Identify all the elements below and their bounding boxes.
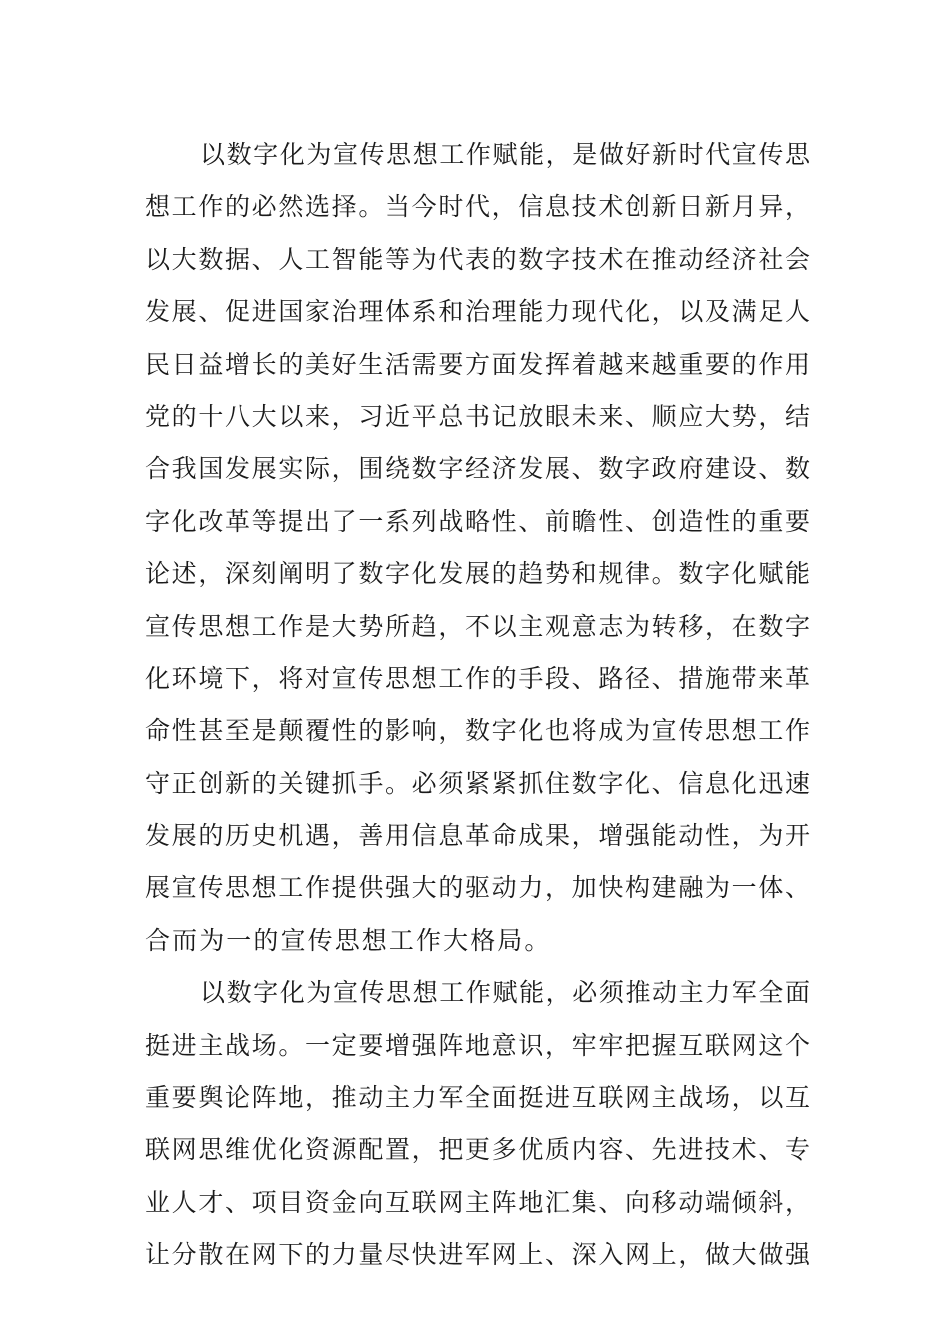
text-line: 以数字化为宣传思想工作赋能，必须推动主力军全面 <box>200 978 810 1008</box>
text-line: 发展的历史机遇，善用信息革命成果，增强能动性，为开 <box>145 821 810 851</box>
text-line: 党的十八大以来，习近平总书记放眼未来、顺应大势，结 <box>145 401 810 431</box>
text-line: 宣传思想工作是大势所趋，不以主观意志为转移，在数字 <box>145 611 810 641</box>
text-line: 合我国发展实际，围绕数字经济发展、数字政府建设、数 <box>145 454 810 484</box>
text-line: 业人才、项目资金向互联网主阵地汇集、向移动端倾斜， <box>145 1187 810 1217</box>
text-line: 守正创新的关键抓手。必须紧紧抓住数字化、信息化迅速 <box>145 768 810 798</box>
text-line: 以数字化为宣传思想工作赋能，是做好新时代宣传思 <box>200 140 810 169</box>
text-line: 重要舆论阵地，推动主力军全面挺进互联网主战场，以互 <box>145 1083 810 1113</box>
text-line: 发展、促进国家治理体系和治理能力现代化，以及满足人 <box>145 297 810 327</box>
text-line: 让分散在网下的力量尽快进军网上、深入网上，做大做强 <box>145 1240 810 1270</box>
text-line: 想工作的必然选择。当今时代，信息技术创新日新月异， <box>145 192 810 222</box>
text-line: 合而为一的宣传思想工作大格局。 <box>145 925 552 955</box>
text-line: 命性甚至是颠覆性的影响，数字化也将成为宣传思想工作 <box>145 716 810 746</box>
text-line: 民日益增长的美好生活需要方面发挥着越来越重要的作用 <box>145 349 810 379</box>
text-line: 挺进主战场。一定要增强阵地意识，牢牢把握互联网这个 <box>145 1030 810 1060</box>
text-line: 联网思维优化资源配置，把更多优质内容、先进技术、专 <box>145 1135 810 1165</box>
text-line: 论述，深刻阐明了数字化发展的趋势和规律。数字化赋能 <box>145 559 810 589</box>
paragraph-2 <box>145 967 810 1281</box>
document-body <box>145 129 810 1282</box>
text-line: 化环境下，将对宣传思想工作的手段、路径、措施带来革 <box>145 663 810 693</box>
text-line: 展宣传思想工作提供强大的驱动力，加快构建融为一体、 <box>145 873 810 903</box>
text-line: 以大数据、人工智能等为代表的数字技术在推动经济社会 <box>145 244 810 274</box>
paragraph-1 <box>145 129 810 967</box>
text-line: 字化改革等提出了一系列战略性、前瞻性、创造性的重要 <box>145 506 810 536</box>
